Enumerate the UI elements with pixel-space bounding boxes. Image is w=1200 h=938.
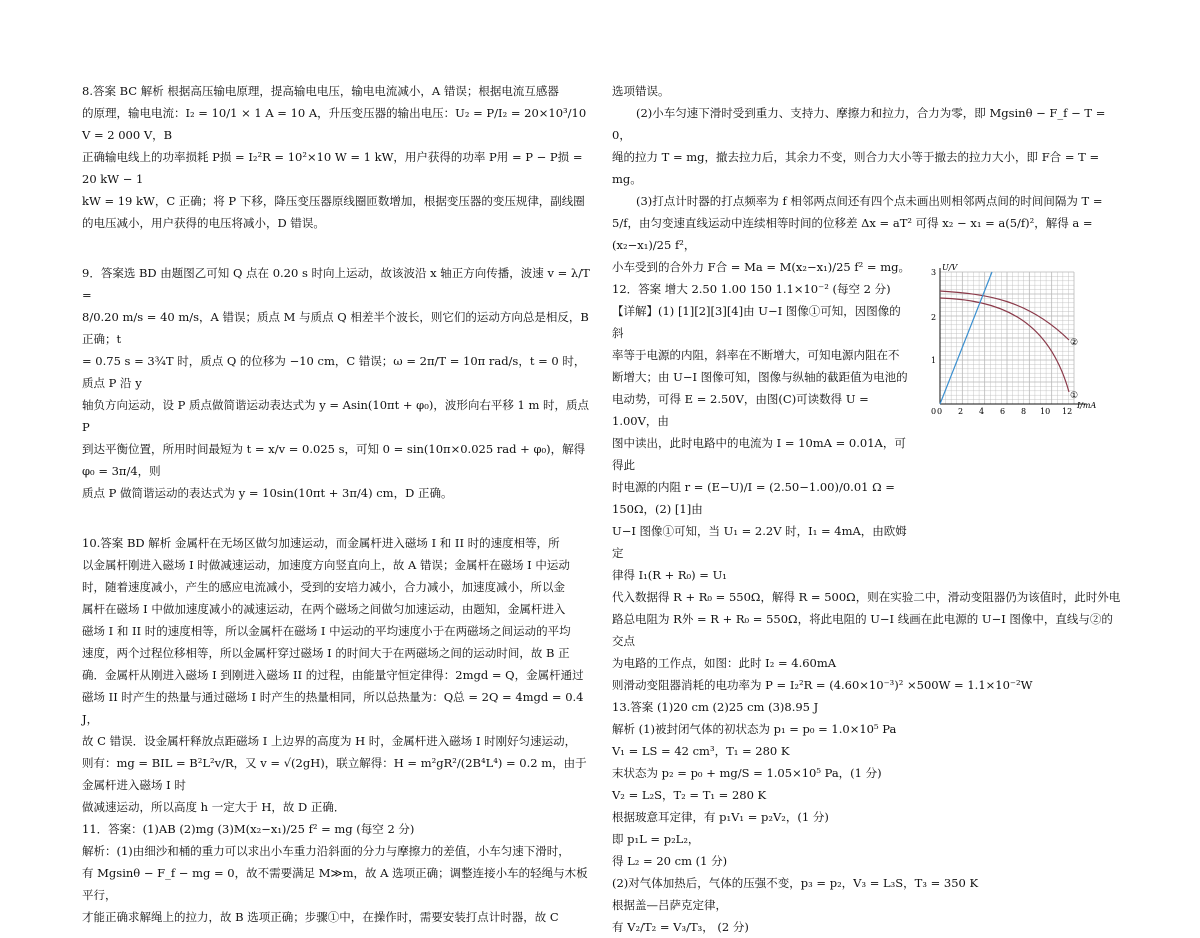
curve-label-1: ① — [1070, 391, 1079, 401]
q11-line: 解析：(1)由细沙和桶的重力可以求出小车重力沿斜面的分力与摩擦力的差值，小车匀速下滑时， — [82, 844, 570, 858]
q12-answer: 12．答案 增大 2.50 1.00 150 1.1×10⁻² (每空 2 分) — [612, 282, 891, 296]
answer-q11 — [82, 818, 592, 928]
q11-line: 有 Mgsinθ − F_f − mg = 0，故不需要满足 M≫m，故 A 选项正确；调整连接小车的轻绳与木板平行， — [82, 866, 588, 902]
y-tick: 2 — [931, 313, 937, 322]
q9-line: 9．答案选 BD 由题图乙可知 Q 点在 0.20 s 时向上运动，故该波沿 x 轴正方向传播，波速 v = λ/T = — [82, 266, 590, 302]
curve-1 — [940, 298, 1069, 392]
left-column — [82, 80, 592, 928]
q12-detail-line: 律得 I₁(R + R₀) = U₁ — [612, 568, 727, 582]
q13-line: 解析 (1)被封闭气体的初状态为 p₁ = p₀ = 1.0×10⁵ Pa — [612, 722, 897, 736]
answer-q8 — [82, 80, 592, 234]
x-tick: 8 — [1021, 407, 1027, 416]
y-axis-label: U/V — [942, 263, 958, 272]
y-tick: 1 — [931, 356, 937, 365]
q10-line: 时，随着速度减小，产生的感应电流减小，受到的安培力减小，合力减小，加速度减小，所以金 — [82, 580, 565, 594]
graph-grid — [940, 272, 1074, 404]
q10-line: 故 C 错误．设金属杆释放点距磁场 I 上边界的高度为 H 时，金属杆进入磁场 I 时刚好匀速运动， — [82, 734, 577, 748]
x-tick: 4 — [979, 407, 985, 416]
q8-line: 正确输电线上的功率损耗 P损 = I₂²R = 10²×10 W = 1 kW，用户获得的功率 P用 = P − P损 = 20 kW − 1 — [82, 150, 583, 186]
q12-detail-line: 时电源的内阻 r = (E−U)/I = (2.50−1.00)/0.01 Ω = 150Ω，(2) [1]由 — [612, 480, 895, 516]
q12-line: 则滑动变阻器消耗的电功率为 P = I₂²R = (4.60×10⁻³)² ×500W = 1.1×10⁻²W — [612, 678, 1033, 692]
q11-line: 才能正确求解绳上的拉力，故 B 选项正确；步骤①中，在操作时，需要安装打点计时器，故 C — [82, 910, 559, 924]
q9-line: 到达平衡位置，所用时间最短为 t = x/v = 0.025 s，可知 0 = sin(10π×0.025 rad + φ₀)，解得 φ₀ = 3π/4，则 — [82, 442, 586, 478]
q12-detail-line: U−I 图像①可知，当 U₁ = 2.2V 时，I₁ = 4mA，由欧姆定 — [612, 524, 907, 560]
q13-line: 13.答案 (1)20 cm (2)25 cm (3)8.95 J — [612, 700, 819, 714]
q9-line: 8/0.20 m/s = 40 m/s，A 错误；质点 M 与质点 Q 相差半个波长，则它们的运动方向总是相反，B 正确；t — [82, 310, 589, 346]
q12-line: 为电路的工作点，如图：此时 I₂ = 4.60mA — [612, 656, 837, 670]
q10-line: 磁场 II 时产生的热量与通过磁场 I 时产生的热量相同，所以总热量为：Q总 = 2Q = 4mgd = 0.4 J， — [82, 690, 584, 726]
x-tick: 6 — [1000, 407, 1006, 416]
q10-line: 10.答案 BD 解析 金属杆在无场区做匀加速运动，而金属杆进入磁场 I 和 II 时的速度相等，所 — [82, 536, 560, 550]
q9-line: = 0.75 s = 3¾T 时，质点 Q 的位移为 −10 cm，C 错误；ω = 2π/T = 10π rad/s，t = 0 时，质点 P 沿 y — [82, 354, 586, 390]
q9-line: 质点 P 做简谐运动的表达式为 y = 10sin(10πt + 3π/4) cm，D 正确。 — [82, 486, 453, 500]
q8-line: 8.答案 BC 解析 根据高压输电原理，提高输电电压，输电电流减小，A 错误；根据电流互感器 — [82, 84, 559, 98]
q13-line: 末状态为 p₂ = p₀ + mg/S = 1.05×10⁵ Pa，(1 分) — [612, 766, 882, 780]
q11-line: 5/f，由匀变速直线运动中连续相等时间的位移差 Δx = aT² 可得 x₂ − x₁ = a(5/f)²，解得 a = (x₂−x₁)/25 f²， — [612, 216, 1093, 252]
q10-line: 速度，两个过程位移相等，所以金属杆穿过磁场 I 的时间大于在两磁场之间的运动时间，故 B 正 — [82, 646, 570, 660]
q13-line: 有 V₂/T₂ = V₃/T₃， (2 分) — [612, 920, 749, 934]
q12-detail-line: 电动势，可得 E = 2.50V，由图(C)可读数得 U = 1.00V，由 — [612, 392, 869, 428]
q11-line: 小车受到的合外力 F合 = Ma = M(x₂−x₁)/25 f² = mg。 — [612, 260, 910, 274]
x-tick: 2 — [958, 407, 964, 416]
q11-line: (2)小车匀速下滑时受到重力、支持力、摩擦力和拉力，合力为零，即 Mgsinθ − F_f − T = 0， — [612, 106, 1106, 142]
x-tick: 0 — [937, 407, 943, 416]
q12-detail-line: 率等于电源的内阻，斜率在不断增大，可知电源内阻在不 — [612, 348, 900, 362]
q8-line: 的原理，输电电流：I₂ = 10/1 × 1 A = 10 A，升压变压器的输出电压：U₂ = P/I₂ = 20×10³/10 V = 2 000 V，B — [82, 106, 587, 142]
answer-q9 — [82, 262, 592, 504]
q13-line: (2)对气体加热后，气体的压强不变，p₃ = p₂，V₃ = L₃S，T₃ = 350 K — [612, 876, 979, 890]
q12-line: 代入数据得 R + R₀ = 550Ω，解得 R = 500Ω，则在实验二中，滑动变阻器仍为该值时，此时外电 — [612, 590, 1121, 604]
q12-line: 路总电阻为 R外 = R + R₀ = 550Ω，将此电阻的 U−I 线画在此电源的 U−I 图像中，直线与②的交点 — [612, 612, 1113, 648]
x-tick: 12 — [1062, 407, 1073, 416]
q10-line: 以金属杆刚进入磁场 I 时做减速运动，加速度方向竖直向上，故 A 错误；金属杆在磁场 I 中运动 — [82, 558, 570, 572]
q13-line: 根据玻意耳定律，有 p₁V₁ = p₂V₂，(1 分) — [612, 810, 829, 824]
q11-line: 11．答案：(1)AB (2)mg (3)M(x₂−x₁)/25 f² = mg (每空 2 分) — [82, 822, 415, 836]
q10-line: 磁场 I 和 II 时的速度相等，所以金属杆在磁场 I 中运动的平均速度小于在两磁场之间运动的平均 — [82, 624, 571, 638]
right-column — [612, 80, 1122, 938]
q9-line: 轴负方向运动，设 P 质点做简谐运动表达式为 y = Asin(10πt + φ₀)，波形向右平移 1 m 时，质点 P — [82, 398, 590, 434]
q10-line: 确．金属杆从刚进入磁场 I 到刚进入磁场 II 的过程，由能量守恒定律得：2mgd = Q，金属杆通过 — [82, 668, 584, 682]
q10-line: 做减速运动，所以高度 h 一定大于 H，故 D 正确． — [82, 800, 346, 814]
q11-line: 选项错误。 — [612, 84, 670, 98]
answer-q13 — [612, 696, 1122, 938]
q8-line: kW = 19 kW，C 正确；将 P 下移，降压变压器原线圈匝数增加，根据变压器的变压规律，副线圈 — [82, 194, 585, 208]
q12-detail-line: 【详解】(1) [1][2][3][4]由 U−I 图像①可知，因图像的斜 — [612, 304, 901, 340]
y-tick: 3 — [931, 268, 937, 277]
u-i-graph — [928, 262, 1108, 418]
q11-line: (3)打点计时器的打点频率为 f 相邻两点间还有四个点未画出则相邻两点间的时间间隔为 T = — [636, 194, 1103, 208]
q10-line: 则有：mg = BIL = B²L²v/R，又 v = √(2gH)，联立解得：H = m²gR²/(2B⁴L⁴) = 0.2 m，由于金属杆进入磁场 I 时 — [82, 756, 587, 792]
answer-q10 — [82, 532, 592, 818]
y-tick: 0 — [931, 407, 937, 416]
q13-line: 根据盖—吕萨克定律， — [612, 898, 727, 912]
q13-line: V₁ = LS = 42 cm³，T₁ = 280 K — [612, 744, 790, 758]
q13-line: 得 L₂ = 20 cm (1 分) — [612, 854, 728, 868]
q12-detail-line: 断增大；由 U−I 图像可知，图像与纵轴的截距值为电池的 — [612, 370, 908, 384]
q11-line: 绳的拉力 T = mg，撤去拉力后，其余力不变，则合力大小等于撤去的拉力大小，即 F合 = T = mg。 — [612, 150, 1100, 186]
answer-q11-continued — [612, 80, 1122, 278]
x-tick: 10 — [1040, 407, 1051, 416]
q10-line: 属杆在磁场 I 中做加速度减小的减速运动，在两个磁场之间做匀加速运动，由题知，金属杆进入 — [82, 602, 566, 616]
q13-line: 即 p₁L = p₂L₂， — [612, 832, 700, 846]
curve-label-2: ② — [1070, 338, 1079, 348]
q13-line: V₂ = L₂S，T₂ = T₁ = 280 K — [612, 788, 767, 802]
q12-detail-line: 图中读出，此时电路中的电流为 I = 10mA = 0.01A，可得此 — [612, 436, 906, 472]
x-axis-label: I/mA — [1077, 401, 1097, 410]
q8-line: 的电压减小，用户获得的电压将减小，D 错误。 — [82, 216, 325, 230]
